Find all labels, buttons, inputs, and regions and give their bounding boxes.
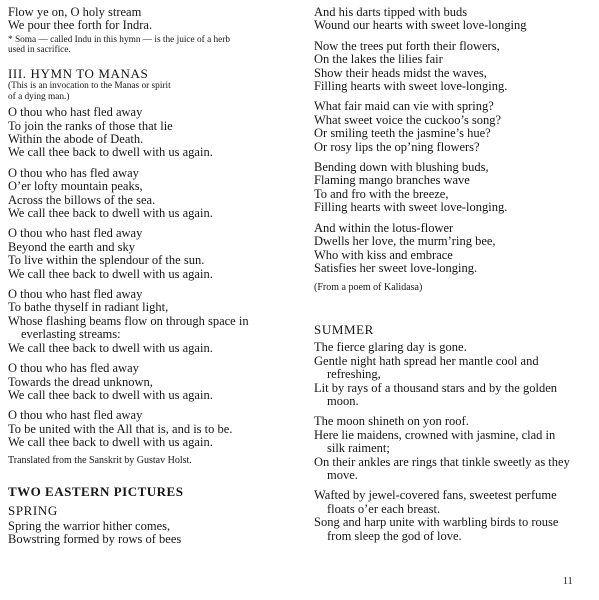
poem-line: Here lie maidens, crowned with jasmine, clad in (314, 427, 556, 442)
hymn-stanzas (8, 106, 293, 449)
right-column (314, 6, 596, 550)
source-credit: (From a poem of Kalidasa) (314, 282, 423, 294)
poem-line: The fierce glaring day is gone. (314, 340, 467, 355)
poem-line: Towards the dread unknown, (8, 374, 153, 389)
stanza (314, 222, 596, 276)
poem-line: move. (327, 467, 358, 482)
poem-line: O thou who has fled away (8, 361, 139, 376)
stanza (314, 341, 596, 408)
poem-line: Or rosy lips the op’ning flowers? (314, 139, 480, 154)
poem-line: Whose flashing beams flow on through space in (8, 313, 249, 328)
footnote-line: used in sacrifice. (8, 45, 71, 56)
poem-line: Gentle night hath spread her mantle cool and (314, 353, 539, 368)
poem-line: To join the ranks of those that lie (8, 118, 173, 133)
poem-line: And his darts tipped with buds (314, 5, 468, 19)
poem-line: To and fro with the breeze, (314, 186, 449, 201)
poem-line: We call thee back to dwell with us again. (8, 206, 213, 221)
stanza (314, 40, 596, 94)
poem-line: everlasting streams: (21, 327, 121, 342)
poem-line: We call thee back to dwell with us again. (8, 435, 213, 450)
poem-line: Flow ye on, O holy stream (8, 5, 142, 19)
poem-line: Satisfies her sweet love-longing. (314, 260, 478, 275)
poem-line: What sweet voice the cuckoo’s song? (314, 112, 502, 127)
hymn-note-line: of a dying man.) (8, 91, 70, 102)
poem-line: On their ankles are rings that tinkle sweetly as they (314, 454, 570, 469)
poem-line: Spring the warrior hither comes, (8, 518, 171, 533)
poem-line: We call thee back to dwell with us again. (8, 145, 213, 160)
poem-line: On the lakes the lilies fair (314, 52, 443, 67)
poem-line: Who with kiss and embrace (314, 247, 453, 262)
spring-title: SPRING (8, 502, 58, 518)
footnote-line: * Soma — called Indu in this hymn — is the juice of a herb (8, 34, 231, 45)
poem-line: Filling hearts with sweet love-longing. (314, 200, 508, 215)
two-eastern-pictures-title: TWO EASTERN PICTURES (8, 483, 184, 499)
poem-line: Bowstring formed by rows of bees (8, 531, 182, 546)
page-number: 11 (563, 576, 573, 587)
spring-stanzas (314, 6, 596, 275)
stanza (8, 167, 293, 221)
left-column (8, 6, 293, 546)
poem-line: Across the billows of the sea. (8, 192, 156, 207)
poem-line: Now the trees put forth their flowers, (314, 38, 500, 53)
poem-line: O’er lofty mountain peaks, (8, 179, 143, 194)
stanza (314, 415, 596, 482)
hymn-note-line: (This is an invocation to the Manas or spirit (8, 81, 171, 91)
poem-line: The moon shineth on yon roof. (314, 414, 469, 429)
stanza (8, 409, 293, 449)
poem-line: floats o’er each breast. (327, 501, 441, 516)
poem-line: To be united with the All that is, and is to be. (8, 421, 233, 436)
poem-line: Wafted by jewel-covered fans, sweetest perfume (314, 488, 557, 503)
poem-line: O thou who hast fled away (8, 226, 143, 241)
poem-line: We pour thee forth for Indra. (8, 18, 153, 33)
stanza (314, 100, 596, 154)
poem-line: What fair maid can vie with spring? (314, 99, 494, 114)
poem-line: To bathe thyself in radiant light, (8, 300, 169, 315)
poem-line: Filling hearts with sweet love-longing. (314, 79, 508, 94)
poem-line: silk raiment; (327, 441, 390, 456)
stanza (314, 161, 596, 215)
poem-line: Beyond the earth and sky (8, 239, 136, 254)
poem-line: We call thee back to dwell with us again. (8, 387, 213, 402)
poem-line: We call thee back to dwell with us again. (8, 266, 213, 281)
poem-line: Song and harp unite with warbling birds to rouse (314, 515, 559, 530)
spring-opening-stanza (8, 520, 293, 547)
summer-title: SUMMER (314, 322, 374, 338)
poem-line: O thou who hast fled away (8, 287, 143, 302)
stanza (8, 106, 293, 160)
stanza (8, 288, 293, 355)
hymn-title: III. HYMN TO MANAS (8, 66, 149, 81)
poem-line: moon. (327, 393, 359, 408)
poem-line: Flaming mango branches wave (314, 173, 470, 188)
poem-line: Show their heads midst the waves, (314, 65, 487, 80)
poem-line: Wound our hearts with sweet love-longing (314, 18, 527, 33)
poem-line: Dwells her love, the murm’ring bee, (314, 234, 496, 249)
poem-line: And within the lotus-flower (314, 220, 454, 235)
poem-line: O thou who has fled away (8, 165, 139, 180)
stanza (314, 6, 596, 33)
summer-stanzas (314, 341, 596, 543)
translation-credit: Translated from the Sanskrit by Gustav Holst. (8, 454, 192, 466)
footnote (8, 35, 293, 56)
poem-line: Or smiling teeth the jasmine’s hue? (314, 126, 491, 141)
poem-line: from sleep the god of love. (327, 528, 462, 543)
poem-line: O thou who hast fled away (8, 408, 143, 423)
poem-line: To live within the splendour of the sun. (8, 253, 205, 268)
stanza (8, 227, 293, 281)
stanza (8, 362, 293, 402)
poem-line: Bending down with blushing buds, (314, 160, 489, 175)
poem-line: Within the abode of Death. (8, 132, 144, 146)
stanza (314, 489, 596, 543)
poem-line: Lit by rays of a thousand stars and by the golden (314, 380, 558, 395)
intro-stanza (8, 6, 293, 33)
poem-line: O thou who hast fled away (8, 105, 143, 120)
hymn-note (8, 81, 293, 102)
poem-line: We call thee back to dwell with us again. (8, 340, 213, 355)
poem-line: refreshing, (327, 367, 381, 382)
